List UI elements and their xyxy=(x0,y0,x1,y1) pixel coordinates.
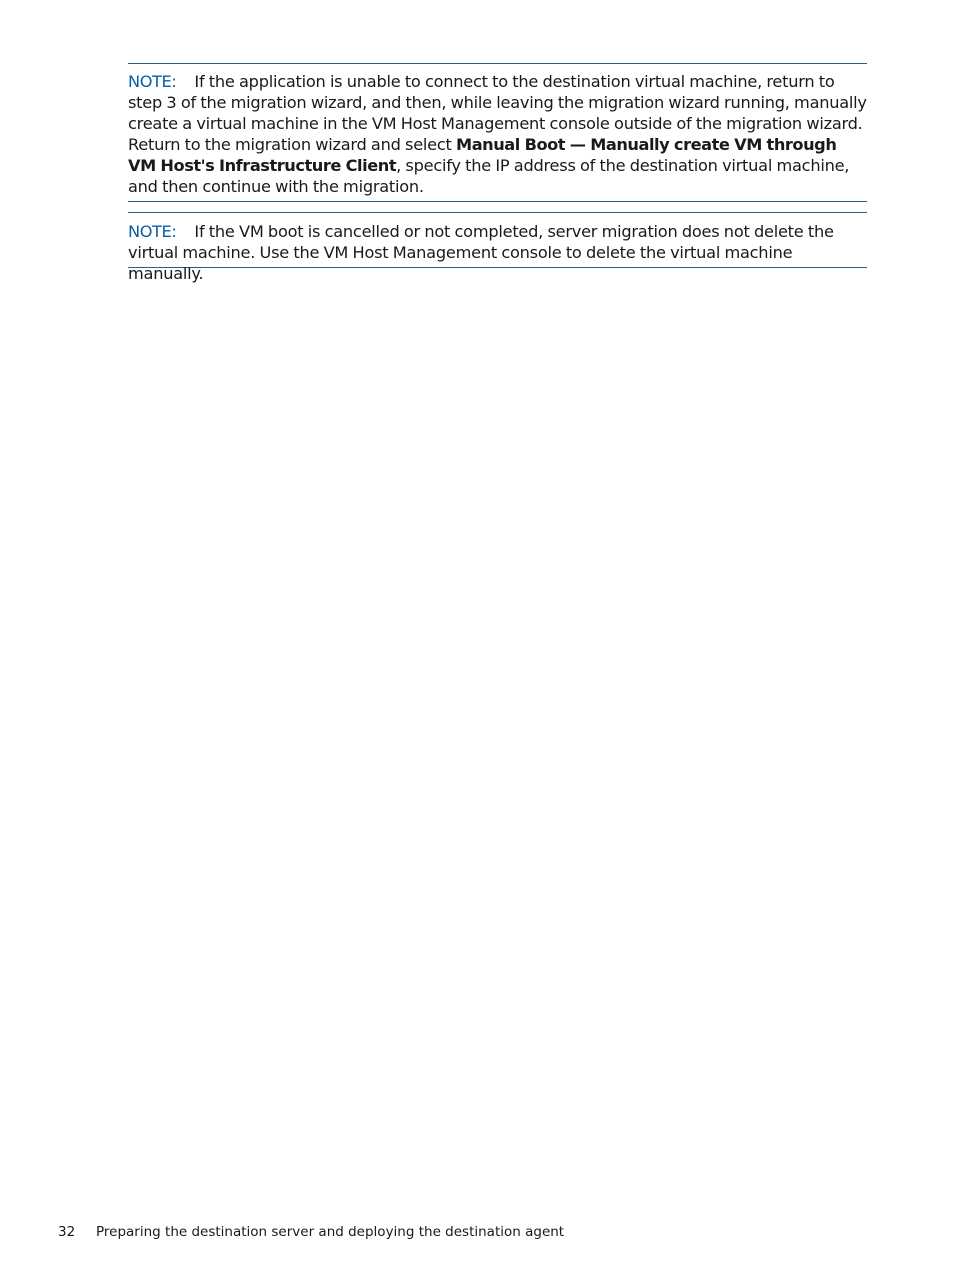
note-label: NOTE: xyxy=(128,222,177,241)
note-label: NOTE: xyxy=(128,72,177,91)
note-option-name: Manual Boot — Manually create VM through VM Host's Infrastructure Client xyxy=(128,135,837,175)
note-text-continued: , specify the IP address of the destination virtual machine, and then continue with the migration. xyxy=(128,156,850,196)
page-footer xyxy=(58,1222,564,1242)
note-text: If the VM boot is cancelled or not completed, server migration does not delete the virtual machine. Use the VM Host Management console to delete the virtual machine manually. xyxy=(128,222,834,283)
footer-section-title: Preparing the destination server and deploying the destination agent xyxy=(96,1224,565,1240)
note-box-connection xyxy=(128,63,867,202)
note-text: If the application is unable to connect to the destination virtual machine, return to step 3 of the migration wizard, and then, while leaving the migration wizard running, manually create a virtual machine in the VM Host Management console outside of the migration wizard. Return to the migration wizard and select xyxy=(128,72,867,154)
note-box-vm-boot xyxy=(128,212,867,283)
page-number: 32 xyxy=(58,1224,76,1240)
